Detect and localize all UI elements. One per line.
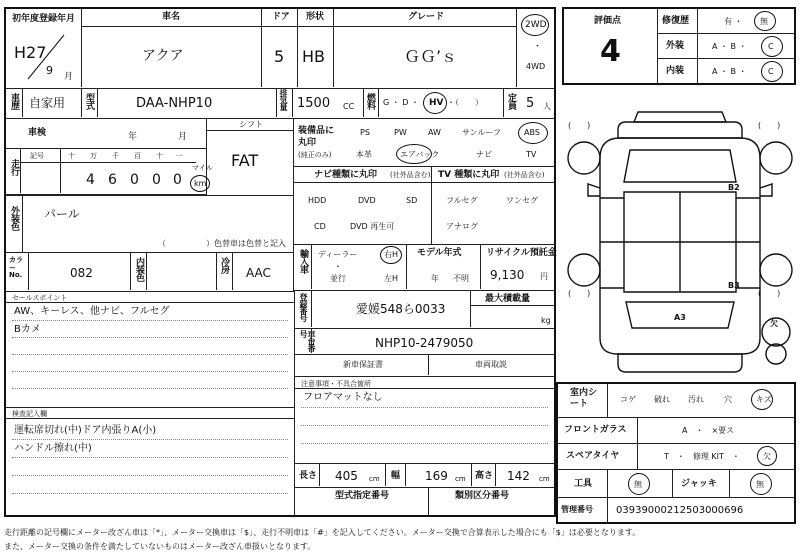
score-value: 4 [600, 34, 621, 69]
plate-value: 愛媛548ら0033 [356, 302, 446, 316]
abs-circle [518, 122, 548, 144]
tool-circle [628, 473, 650, 495]
equip-aw: AW [428, 128, 441, 137]
load-label: 最大積載量 [485, 294, 531, 304]
airbag-circle [396, 144, 432, 164]
sales-line-1: AW、キーレス、他ナビ、フルセグ [14, 306, 170, 317]
capacity-unit: 人 [543, 102, 551, 111]
chassis-section [294, 329, 554, 355]
length-value: 405 [335, 469, 358, 483]
tv-fullseg: フルセグ [446, 196, 478, 205]
interior-color-label: 内装色 [134, 257, 144, 281]
equip-leather: 本革 [356, 150, 372, 159]
ac-value: AAC [246, 266, 271, 280]
seat-tear: 破れ [654, 395, 670, 404]
unit-ju: 十 [156, 152, 163, 160]
tv-analog: アナログ [446, 222, 478, 231]
length-cm: cm [369, 475, 380, 483]
interior-label: 内装 [666, 66, 685, 76]
displacement-label: 排気量 [279, 89, 288, 110]
unit-man: 万 [90, 152, 97, 160]
navi-hdd: HDD [308, 196, 327, 205]
car-name: アクア [142, 48, 184, 64]
left-block [6, 119, 294, 291]
score-label: 評価点 [594, 16, 622, 26]
fuel-hv: HV [429, 98, 444, 108]
height-value: 142 [507, 469, 530, 483]
model-year-unknown: 不明 [453, 274, 469, 283]
shaken-year-unit: 年 [128, 132, 138, 142]
row-spec [6, 89, 554, 119]
navi-cd: CD [314, 222, 326, 231]
jack-circle [750, 473, 772, 495]
recycle-yen: 円 [540, 272, 548, 281]
equipment-label: 装備品に [298, 126, 335, 136]
fuel-hv-circle [423, 92, 447, 114]
seat-scratch-circle [751, 389, 773, 410]
car-outline-svg [560, 92, 800, 382]
equipment-sub: (純正のみ) [298, 151, 332, 159]
reg-month-unit: 月 [64, 72, 74, 82]
exterior-selected: C [768, 42, 774, 51]
mgmt-number: 03939000212503000696 [616, 505, 744, 516]
import-dot: ・ [334, 262, 342, 271]
shift-label: シフト [239, 120, 263, 129]
interior-options: A ・ B ・ [712, 67, 747, 76]
seat-label: 室内シート [570, 388, 598, 409]
km-label: km [194, 179, 207, 188]
diagram-paren-3: ( ) [568, 289, 591, 298]
import-left-hand: 左H [384, 274, 399, 283]
recycle-label: リサイクル預託金 [486, 248, 557, 258]
navi-tv-section [294, 167, 554, 245]
type-number-label: 型式指定番号 [335, 491, 390, 501]
fuel-tail: ・（ ） [447, 98, 483, 107]
diagram-paren-2: ( ) [758, 121, 781, 130]
seat-stain: 汚れ [688, 395, 704, 404]
car-diagram [560, 92, 800, 382]
footer-note-2: また、メーター交換の条件を満たしていないものはメーター改ざん車扱いとなります。 [4, 542, 316, 551]
import-dealer: ディーラー [318, 250, 358, 259]
model-year-label: モデル年式 [417, 248, 462, 258]
right-hand-circle [380, 246, 402, 264]
repair-label: 修復歴 [662, 16, 690, 26]
door-label: ドア [272, 12, 290, 22]
spare-selected: 欠 [763, 452, 771, 461]
unit-hyaku: 百 [134, 152, 141, 160]
tv-label: TV 種類に丸印 [438, 170, 500, 180]
reg-label: 初年度登録年月 [12, 14, 76, 24]
mileage-digit-5: 0 [173, 172, 182, 188]
recycle-value: 9,130 [490, 268, 525, 282]
navi-sub: (社外品含む) [390, 171, 431, 179]
cc-unit: CC [343, 102, 355, 111]
interior-selected: C [768, 67, 774, 76]
mileage-label: 走行 [9, 159, 19, 175]
condition-table [556, 382, 796, 524]
chassis-label: 車台番号 [299, 330, 316, 351]
sales-line-2: Bカメ [14, 324, 41, 335]
mileage-digit-4: 0 [152, 172, 161, 188]
import-label: 輸入車 [298, 249, 308, 273]
sales-point-section [6, 291, 294, 407]
spare-label: スペアタイヤ [566, 451, 620, 461]
exterior-label: 外装 [666, 41, 685, 51]
model-value: DAA-NHP10 [136, 96, 213, 111]
equip-abs: ABS [524, 128, 540, 137]
mile-label: マイル [192, 164, 213, 172]
seat-hole: 穴 [724, 395, 732, 404]
import-section [294, 245, 557, 291]
exterior-options: A ・ B ・ [712, 42, 747, 51]
row-basic [6, 9, 554, 89]
width-label: 幅 [391, 471, 401, 481]
seat-burn: コゲ [620, 395, 636, 404]
seat-scratch: キズ [756, 395, 772, 404]
capacity-label: 定員 [506, 93, 516, 109]
docs-section [294, 355, 554, 377]
model-label: 型式 [84, 93, 94, 109]
notes-label: 注意事項・不具合箇所 [301, 380, 371, 388]
windshield-label: フロントガラス [564, 425, 627, 435]
height-label: 高さ [475, 471, 494, 481]
notes-section [294, 377, 554, 463]
sales-label: セールスポイント [12, 294, 68, 302]
import-parallel: 並行 [330, 274, 346, 283]
drive-2wd-circle [521, 14, 549, 36]
tv-oneseg: ワンセグ [506, 196, 538, 205]
notes-text: フロアマットなし [303, 392, 383, 403]
length-label: 長さ [299, 471, 318, 481]
shaken-label: 車検 [28, 128, 47, 138]
tool-label: 工具 [574, 479, 593, 489]
inspection-line-2: ハンドル擦れ(中) [14, 443, 92, 454]
unit-10man: 十 [68, 152, 75, 160]
reg-year: H27 [14, 43, 47, 62]
equip-tv: TV [526, 150, 537, 159]
color-label: 外装色 [9, 206, 19, 230]
tool-selected: 無 [634, 480, 642, 489]
interior-circle [761, 61, 783, 82]
score-box [562, 7, 796, 85]
navi-sd: SD [406, 196, 418, 205]
dims-section [294, 463, 554, 487]
equipment-label-2: 丸印 [298, 138, 317, 148]
unit-ichi: 一 [176, 152, 183, 160]
damage-mark-b3: B3 [728, 281, 740, 290]
capacity-value: 5 [526, 96, 535, 111]
equipment-section [294, 119, 554, 167]
mileage-digit-1: 4 [86, 172, 95, 188]
grade-value: ＧＧ’ｓ [404, 47, 458, 66]
km-circle [190, 175, 210, 192]
repair-selected: 無 [760, 17, 768, 26]
displacement-value: 1500 [297, 96, 331, 111]
import-right-hand: 右H [384, 250, 399, 259]
inspection-label: 検査記入欄 [12, 410, 47, 418]
width-value: 169 [425, 469, 448, 483]
main-form [4, 7, 556, 517]
repair-options: 有 ・ [724, 17, 743, 26]
color-note: （ ）色替車は色替と記入 [158, 239, 286, 248]
plate-label: 登録番号 [299, 293, 308, 321]
shift-value: FAT [231, 151, 259, 170]
drive-4wd: 4WD [526, 62, 546, 71]
class-number-label: 類別区分番号 [455, 491, 510, 501]
manual-label: 車両取説 [475, 360, 507, 369]
model-year-unit: 年 [431, 274, 439, 283]
diagram-paren-4: ( ) [758, 289, 781, 298]
equip-navi: ナビ [476, 150, 492, 159]
spare-circle [757, 446, 777, 466]
drive-sep: ・ [533, 42, 543, 52]
equip-airbag: エアバック [400, 150, 440, 159]
inspection-section [6, 407, 294, 515]
navi-label: ナビ種類に丸印 [314, 170, 378, 180]
equip-pw: PW [394, 128, 407, 137]
colorno-label: カラーNo. [9, 256, 23, 280]
mileage-digit-2: 6 [108, 172, 117, 188]
mgmt-label: 管理番号 [561, 505, 593, 514]
width-cm: cm [455, 475, 466, 483]
navi-dvd: DVD [358, 196, 376, 205]
unit-sen: 千 [112, 152, 119, 160]
exterior-circle [761, 36, 783, 57]
ac-label: 冷房 [219, 257, 229, 273]
type-number-section [294, 487, 554, 515]
damage-mark-b2: B2 [728, 183, 740, 192]
shape-value: HB [302, 47, 326, 66]
navi-dvd-play: DVD 再生可 [350, 222, 395, 231]
usage-value: 自家用 [29, 96, 66, 110]
chassis-value: NHP10-2479050 [375, 336, 474, 350]
damage-mark-a3: A3 [674, 313, 686, 322]
drive-2wd: 2WD [525, 20, 547, 30]
shaken-month-unit: 月 [178, 132, 188, 142]
jack-selected: 無 [756, 480, 764, 489]
door-value: 5 [274, 47, 285, 66]
height-cm: cm [539, 475, 550, 483]
reg-month: 9 [46, 64, 53, 77]
tv-sub: (社外品含む) [504, 171, 545, 179]
warranty-label: 新車保証書 [343, 360, 383, 369]
damage-mark-missing: 欠 [770, 319, 778, 328]
spare-options: T ・ 修理 KIT ・ [664, 452, 740, 461]
fuel-label: 燃料 [365, 93, 375, 109]
grade-label: グレード [408, 12, 445, 22]
repair-circle [754, 11, 776, 31]
diagram-paren-1: ( ) [568, 121, 591, 130]
car-name-label: 車名 [162, 12, 181, 22]
inspection-line-1: 運転席切れ(中)ドア内張りA(小) [14, 425, 157, 436]
fuel-options: G ・ D ・ [383, 98, 419, 107]
color-value: パール [44, 207, 80, 221]
mileage-digit-3: 0 [130, 172, 139, 188]
load-kg: kg [541, 316, 551, 325]
jack-label: ジャッキ [681, 479, 717, 489]
usage-label: 車歴 [9, 93, 19, 109]
equip-ps: PS [360, 128, 370, 137]
kigo-label: 記号 [30, 152, 44, 160]
footer-note-1: 走行距離の記号欄にメーター改ざん車は「*」、メーター交換車は「$」、走行不明車は「#」を記入してください。メーター交換で合算表示した場合にも「$」は必要となります。 [4, 528, 641, 537]
shape-label: 形状 [306, 12, 325, 22]
windshield-options: A ・ ×要ス [682, 426, 735, 435]
equip-sunroof: サンルーフ [462, 128, 501, 137]
colorno-value: 082 [70, 266, 93, 280]
plate-section [294, 291, 554, 329]
